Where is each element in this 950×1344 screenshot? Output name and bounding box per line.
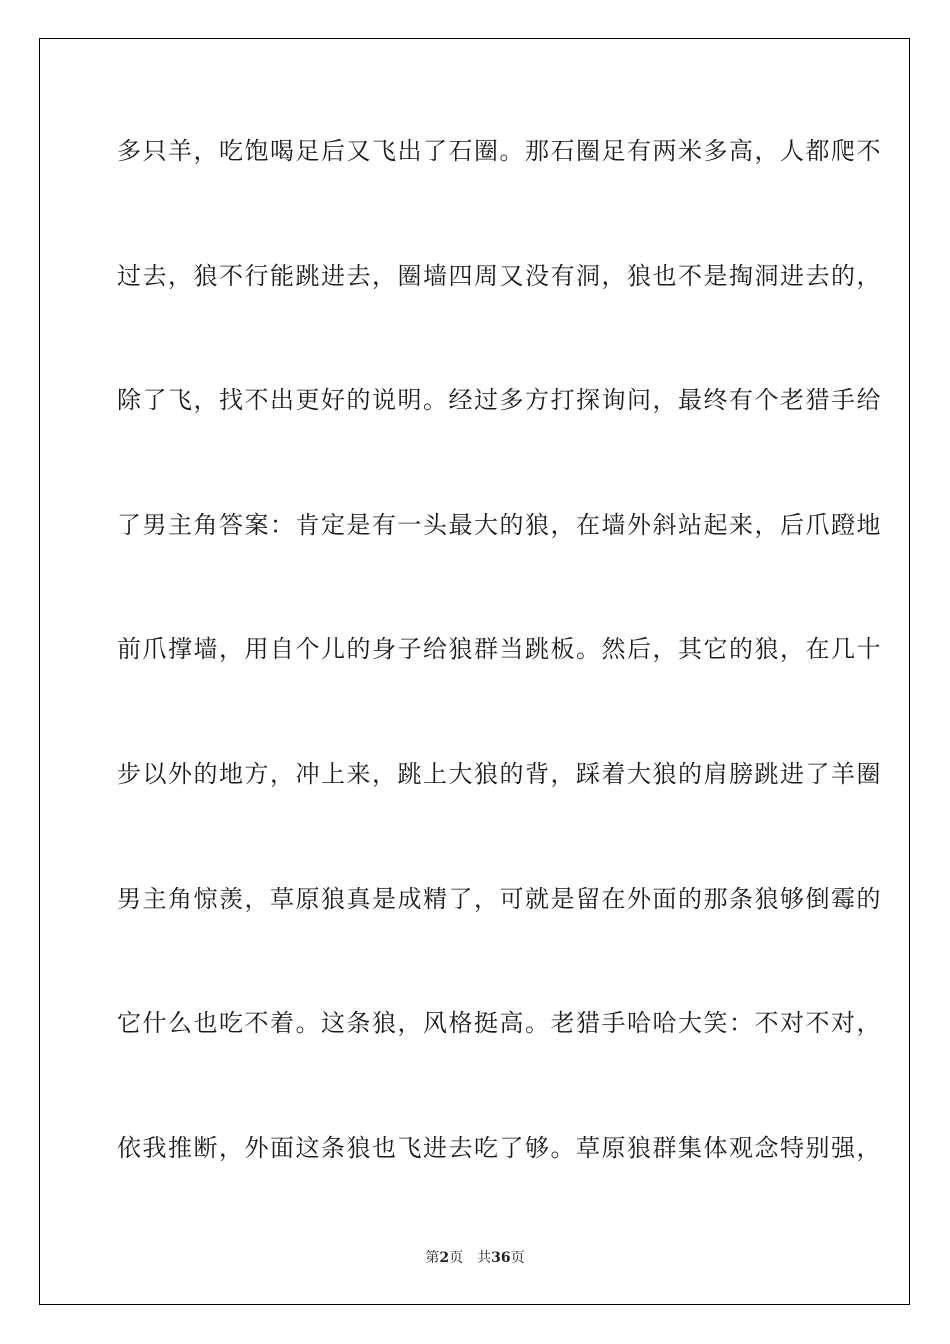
page-number	[425, 1250, 463, 1266]
text-line-5: 前爪撑墙，用自个儿的身子给狼群当跳板。然后，其它的狼，在几十	[117, 635, 882, 664]
text-line-4: 了男主角答案：肯定是有一头最大的狼，在墙外斜站起来，后爪蹬地	[117, 510, 882, 539]
total-suffix: 页	[510, 1250, 525, 1266]
text-line-8: 它什么也吃不着。这条狼，风格挺高。老猎手哈哈大笑：不对不对，	[117, 1009, 882, 1038]
total-prefix: 共	[477, 1250, 492, 1266]
text-line-3: 除了飞，找不出更好的说明。经过多方打探询问，最终有个老猎手给	[117, 386, 882, 415]
text-line-6: 步以外的地方，冲上来，跳上大狼的背，踩着大狼的肩膀跳进了羊圈	[117, 759, 882, 788]
total-count: 36	[491, 1250, 511, 1266]
total-pages	[477, 1250, 524, 1266]
document-body	[117, 127, 882, 1248]
current-page: 2	[439, 1250, 450, 1266]
page-prefix: 第	[425, 1250, 440, 1266]
page-footer	[0, 1247, 950, 1267]
text-line-7: 男主角惊羡，草原狼真是成精了，可就是留在外面的那条狼够倒霉的	[117, 884, 882, 913]
page-suffix: 页	[449, 1250, 464, 1266]
text-line-2: 过去，狼不行能跳进去，圈墙四周又没有洞，狼也不是掏洞进去的，	[117, 261, 882, 290]
text-line-9: 依我推断，外面这条狼也飞进去吃了够。草原狼群集体观念特别强，	[117, 1133, 882, 1162]
text-line-1: 多只羊，吃饱喝足后又飞出了石圈。那石圈足有两米多高，人都爬不	[117, 137, 882, 165]
